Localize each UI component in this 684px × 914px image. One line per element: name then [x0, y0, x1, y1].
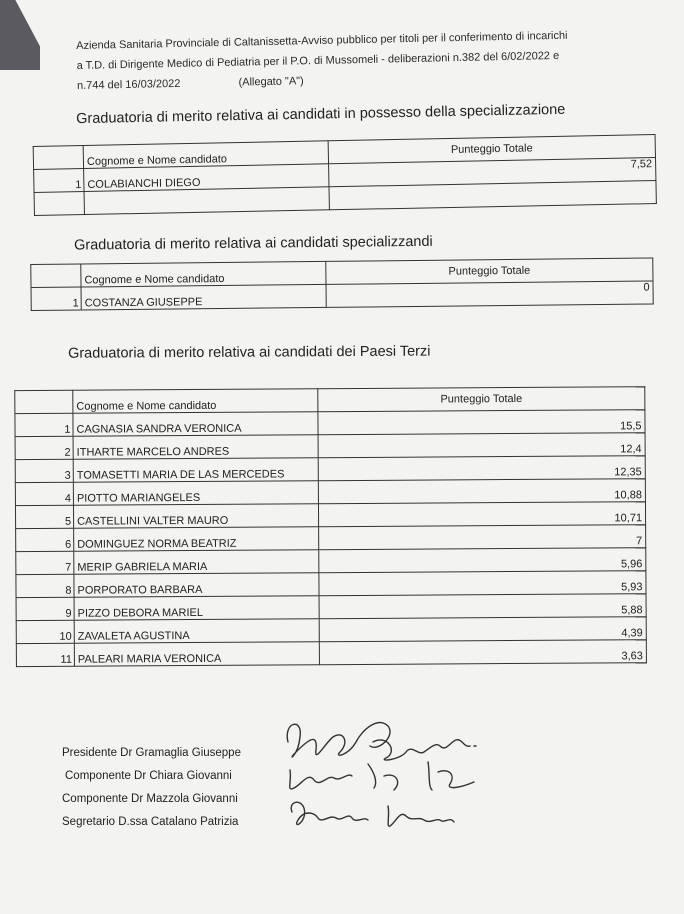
row-number: 2	[15, 436, 73, 459]
document-header	[76, 24, 637, 96]
row-number: 1	[34, 169, 84, 193]
column-header-score: Punteggio Totale	[326, 258, 653, 284]
column-header-score: Punteggio Totale	[328, 135, 655, 164]
member-label: Componente Dr Chiara Giovanni	[65, 770, 232, 782]
column-header-name: Cognome e Nome candidato	[81, 261, 326, 287]
section-specialized	[32, 100, 657, 216]
row-number: 11	[16, 643, 74, 666]
column-header-score: Punteggio Totale	[318, 387, 645, 412]
candidate-name: PORPORATO BARBARA	[74, 573, 319, 597]
candidate-name: COLABIANCHI DIEGO	[84, 164, 329, 192]
commission-list	[62, 742, 241, 834]
page-corner-shadow	[0, 0, 40, 70]
candidate-name: ITHARTE MARCELO ANDRES	[73, 435, 318, 459]
candidate-score: 15,5	[318, 410, 645, 435]
candidate-name: COSTANZA GIUSEPPE	[81, 284, 326, 310]
row-number: 9	[16, 597, 74, 620]
row-number: 7	[16, 551, 74, 574]
candidate-name: ZAVALETA AGUSTINA	[74, 619, 319, 643]
row-number: 6	[16, 528, 74, 551]
row-number: 8	[16, 574, 74, 597]
candidate-score: 5,88	[319, 594, 646, 619]
candidate-score: 10,88	[318, 479, 645, 504]
candidate-name: CASTELLINI VALTER MAURO	[73, 504, 318, 528]
candidate-score: 10,71	[318, 502, 645, 527]
section-specializing	[30, 231, 654, 311]
candidate-score: 4,39	[319, 617, 646, 642]
header-line-2: a T.D. di Dirigente Medico di Pediatria per il P.O. di Mussomeli - deliberazioni n.382 del 6/02/2022 e	[76, 49, 560, 72]
candidate-score: 5,93	[319, 571, 646, 596]
header-line-1: Azienda Sanitaria Provinciale di Caltanissetta-Avviso pubblico per titoli per il conferimento di incarichi	[76, 29, 568, 52]
candidate-score: 7	[319, 525, 646, 550]
section-title-third-countries: Graduatoria di merito relativa ai candidati dei Paesi Terzi	[67, 343, 431, 362]
secretary-label: Segretario D.ssa Catalano Patrizia	[62, 816, 239, 828]
candidate-name: CAGNASIA SANDRA VERONICA	[73, 412, 318, 436]
candidate-name: PIZZO DEBORA MARIEL	[74, 596, 319, 620]
candidate-name: PIOTTO MARIANGELES	[73, 481, 318, 505]
section-title-specializing: Graduatoria di merito relativa ai candidati specializzandi	[73, 233, 433, 254]
candidate-score: 5,96	[319, 548, 646, 573]
candidate-score: 12,4	[318, 433, 645, 458]
candidate-name: DOMINGUEZ NORMA BEATRIZ	[74, 527, 319, 551]
candidate-score: 3,63	[319, 640, 646, 665]
ranking-table-specialized	[33, 134, 657, 216]
candidate-name: PALEARI MARIA VERONICA	[74, 642, 319, 666]
row-number: 4	[15, 482, 73, 505]
header-deliberation: n.744 del 16/03/2022	[76, 77, 181, 92]
row-number: 3	[15, 459, 73, 482]
column-header-name: Cognome e Nome candidato	[83, 141, 328, 169]
candidate-score: 7,52	[329, 158, 656, 187]
row-number: 1	[31, 287, 81, 311]
ranking-table-third-countries	[14, 386, 647, 667]
section-third-countries	[26, 342, 647, 667]
member-label: Componente Dr Mazzola Giovanni	[62, 793, 238, 805]
candidate-name: MERIP GABRIELA MARIA	[74, 550, 319, 574]
row-number: 1	[15, 413, 73, 436]
candidate-score: 12,35	[318, 456, 645, 481]
candidate-score: 0	[326, 281, 653, 307]
president-label: Presidente Dr Gramaglia Giuseppe	[62, 747, 241, 759]
row-number: 10	[16, 620, 74, 643]
header-attachment-label: (Allegato "A")	[238, 75, 304, 89]
section-title-specialized: Graduatoria di merito relativa ai candidati in possesso della specializzazione	[75, 101, 566, 128]
candidate-name: TOMASETTI MARIA DE LAS MERCEDES	[73, 458, 318, 482]
handwritten-signatures	[278, 712, 498, 842]
ranking-table-specializing	[30, 257, 653, 311]
table-row	[16, 640, 646, 667]
row-number: 5	[15, 505, 73, 528]
column-header-name: Cognome e Nome candidato	[73, 389, 318, 413]
